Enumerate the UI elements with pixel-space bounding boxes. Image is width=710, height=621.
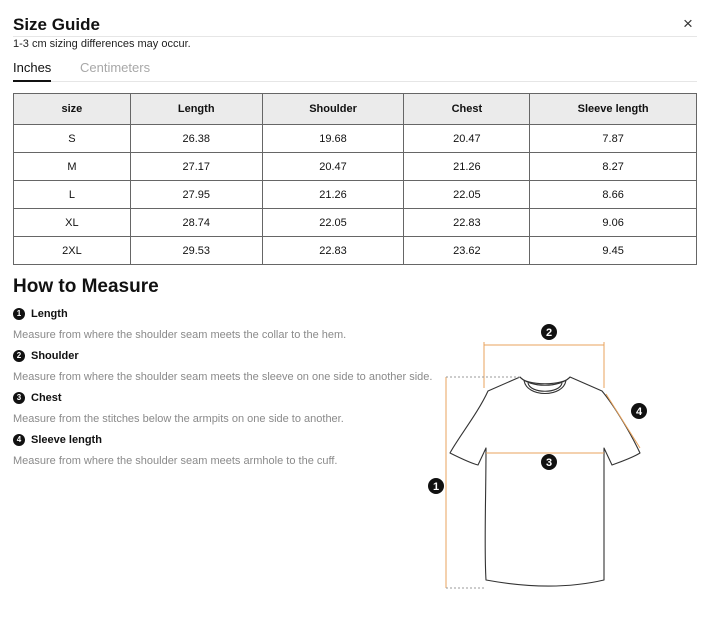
table-cell: 26.38 — [130, 125, 262, 153]
table-cell: 22.83 — [262, 237, 404, 265]
marker-label: 1 — [432, 481, 440, 493]
number-3-icon: 3 — [13, 392, 25, 404]
measure-item-shoulder — [13, 350, 79, 362]
number-2-icon: 2 — [13, 350, 25, 362]
column-header-length: Length — [130, 94, 262, 125]
measure-marker-3 — [541, 454, 557, 470]
table-cell: 2XL — [14, 237, 131, 265]
tshirt-outline-icon — [450, 377, 640, 586]
column-header-size: size — [14, 94, 131, 125]
table-row — [14, 181, 697, 209]
table-cell: XL — [14, 209, 131, 237]
table-row — [14, 237, 697, 265]
active-tab-indicator — [13, 80, 51, 82]
table-cell: 27.95 — [130, 181, 262, 209]
close-icon[interactable]: × — [683, 14, 693, 33]
marker-label: 2 — [545, 327, 553, 339]
measure-description: Measure from where the shoulder seam meets armhole to the cuff. — [13, 455, 338, 467]
number-1-icon: 1 — [13, 308, 25, 320]
table-row — [14, 125, 697, 153]
measure-description: Measure from where the shoulder seam meets the sleeve on one side to another side. — [13, 371, 433, 383]
table-cell: 8.66 — [530, 181, 697, 209]
table-cell: 22.05 — [404, 181, 530, 209]
table-header-row — [14, 94, 697, 125]
tab-centimeters[interactable]: Centimeters — [80, 60, 151, 75]
sizing-note: 1-3 cm sizing differences may occur. — [13, 38, 191, 50]
marker-label: 4 — [635, 406, 643, 418]
measure-marker-1 — [428, 478, 444, 494]
table-cell: 7.87 — [530, 125, 697, 153]
table-cell: S — [14, 125, 131, 153]
table-cell: 20.47 — [262, 153, 404, 181]
table-cell: M — [14, 153, 131, 181]
table-cell: 9.45 — [530, 237, 697, 265]
column-header-chest: Chest — [404, 94, 530, 125]
measure-title: Chest — [31, 392, 62, 404]
table-cell: 19.68 — [262, 125, 404, 153]
measure-description: Measure from the stitches below the armpits on one side to another. — [13, 413, 344, 425]
title-divider — [13, 36, 697, 37]
measure-description: Measure from where the shoulder seam meets the collar to the hem. — [13, 329, 347, 341]
measure-title: Shoulder — [31, 350, 79, 362]
number-4-icon: 4 — [13, 434, 25, 446]
table-cell: 29.53 — [130, 237, 262, 265]
table-row — [14, 209, 697, 237]
measure-marker-4 — [631, 403, 647, 419]
how-to-measure-heading: How to Measure — [13, 276, 159, 297]
table-cell: L — [14, 181, 131, 209]
tab-inches[interactable]: Inches — [13, 60, 52, 75]
table-cell: 22.83 — [404, 209, 530, 237]
table-cell: 28.74 — [130, 209, 262, 237]
column-header-shoulder: Shoulder — [262, 94, 404, 125]
table-cell: 20.47 — [404, 125, 530, 153]
measure-item-sleeve-length — [13, 434, 102, 446]
table-row — [14, 153, 697, 181]
size-table — [13, 93, 697, 265]
table-cell: 9.06 — [530, 209, 697, 237]
marker-label: 3 — [545, 457, 553, 469]
tshirt-measurement-diagram — [420, 318, 670, 598]
measure-title: Length — [31, 308, 68, 320]
measure-marker-2 — [541, 324, 557, 340]
table-cell: 21.26 — [404, 153, 530, 181]
table-cell: 27.17 — [130, 153, 262, 181]
measure-item-length — [13, 308, 68, 320]
unit-tabs — [13, 59, 697, 82]
column-header-sleeve-length: Sleeve length — [530, 94, 697, 125]
measure-item-chest — [13, 392, 62, 404]
table-cell: 23.62 — [404, 237, 530, 265]
table-cell: 22.05 — [262, 209, 404, 237]
table-cell: 21.26 — [262, 181, 404, 209]
modal-title: Size Guide — [13, 15, 100, 34]
table-cell: 8.27 — [530, 153, 697, 181]
measure-title: Sleeve length — [31, 434, 102, 446]
